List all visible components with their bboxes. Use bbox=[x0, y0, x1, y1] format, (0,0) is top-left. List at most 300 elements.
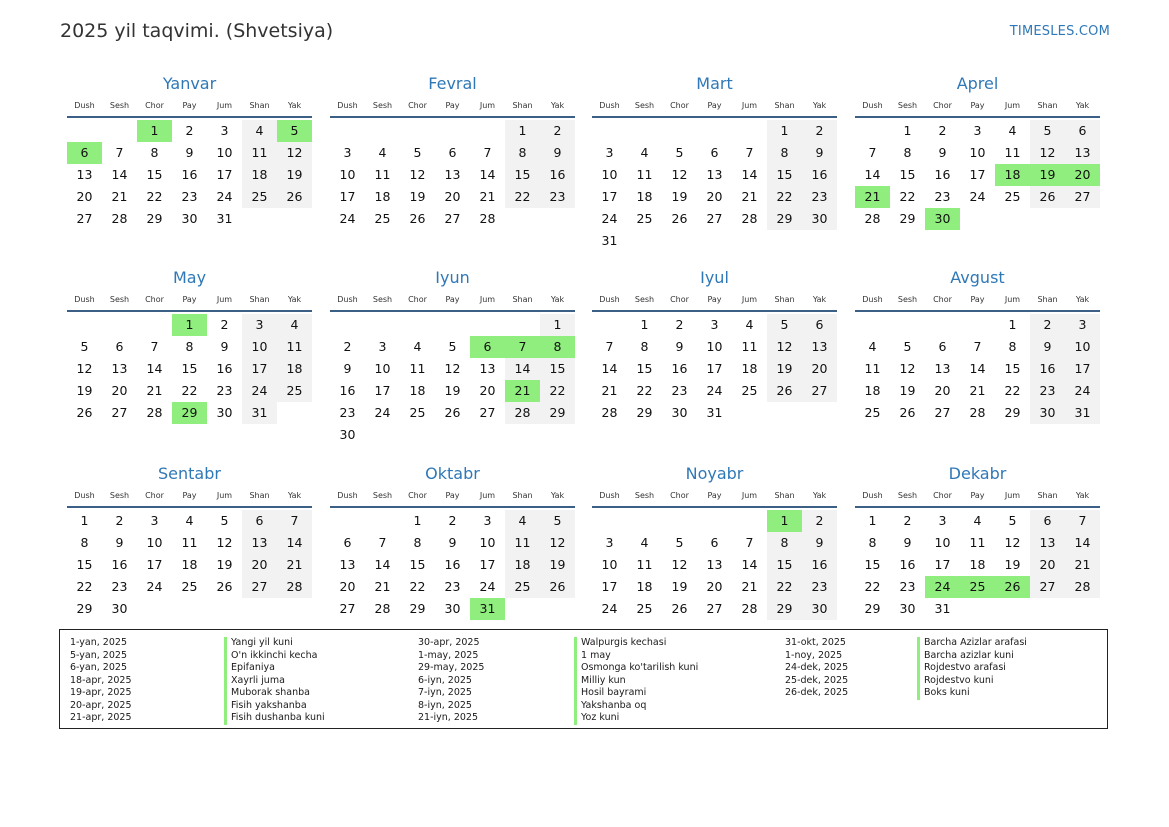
day-cell[interactable]: 21 bbox=[111, 189, 128, 204]
day-cell[interactable]: 27 bbox=[934, 405, 951, 420]
day-cell[interactable]: 31 bbox=[216, 211, 233, 226]
day-cell[interactable]: 28 bbox=[969, 405, 986, 420]
day-cell[interactable]: 27 bbox=[444, 211, 461, 226]
day-cell[interactable]: 26 bbox=[216, 579, 233, 594]
day-cell[interactable]: 12 bbox=[671, 557, 688, 572]
day-cell[interactable]: 7 bbox=[973, 339, 982, 354]
day-cell[interactable]: 5 bbox=[675, 535, 684, 550]
day-cell[interactable]: 12 bbox=[444, 361, 461, 376]
day-cell[interactable]: 9 bbox=[802, 532, 837, 554]
day-cell[interactable]: 25 bbox=[242, 186, 277, 208]
holiday-day-cell[interactable]: 25 bbox=[960, 576, 995, 598]
day-cell[interactable]: 4 bbox=[505, 510, 540, 532]
day-cell[interactable]: 10 bbox=[479, 535, 496, 550]
day-cell[interactable]: 30 bbox=[216, 405, 233, 420]
day-cell[interactable]: 12 bbox=[409, 167, 426, 182]
day-cell[interactable]: 26 bbox=[540, 576, 575, 598]
day-cell[interactable]: 6 bbox=[938, 339, 947, 354]
day-cell[interactable]: 27 bbox=[1065, 186, 1100, 208]
day-cell[interactable]: 8 bbox=[1008, 339, 1017, 354]
day-cell[interactable]: 9 bbox=[343, 361, 352, 376]
day-cell[interactable]: 7 bbox=[483, 145, 492, 160]
day-cell[interactable]: 27 bbox=[111, 405, 128, 420]
day-cell[interactable]: 2 bbox=[802, 510, 837, 532]
day-cell[interactable]: 7 bbox=[745, 145, 754, 160]
day-cell[interactable]: 3 bbox=[343, 145, 352, 160]
day-cell[interactable]: 16 bbox=[540, 164, 575, 186]
day-cell[interactable]: 24 bbox=[339, 211, 356, 226]
day-cell[interactable]: 9 bbox=[448, 535, 457, 550]
day-cell[interactable]: 13 bbox=[802, 336, 837, 358]
day-cell[interactable]: 20 bbox=[339, 579, 356, 594]
day-cell[interactable]: 16 bbox=[934, 167, 951, 182]
day-cell[interactable]: 23 bbox=[111, 579, 128, 594]
day-cell[interactable]: 11 bbox=[409, 361, 426, 376]
day-cell[interactable]: 22 bbox=[767, 186, 802, 208]
day-cell[interactable]: 29 bbox=[636, 405, 653, 420]
day-cell[interactable]: 2 bbox=[938, 123, 947, 138]
day-cell[interactable]: 22 bbox=[1004, 383, 1021, 398]
day-cell[interactable]: 5 bbox=[80, 339, 89, 354]
day-cell[interactable]: 1 bbox=[413, 513, 422, 528]
day-cell[interactable]: 4 bbox=[640, 535, 649, 550]
day-cell[interactable]: 8 bbox=[413, 535, 422, 550]
day-cell[interactable]: 19 bbox=[216, 557, 233, 572]
day-cell[interactable]: 14 bbox=[479, 167, 496, 182]
day-cell[interactable]: 28 bbox=[741, 211, 758, 226]
day-cell[interactable]: 15 bbox=[767, 554, 802, 576]
day-cell[interactable]: 21 bbox=[479, 189, 496, 204]
day-cell[interactable]: 2 bbox=[448, 513, 457, 528]
day-cell[interactable]: 18 bbox=[374, 189, 391, 204]
day-cell[interactable]: 28 bbox=[277, 576, 312, 598]
day-cell[interactable]: 13 bbox=[1065, 142, 1100, 164]
day-cell[interactable]: 22 bbox=[181, 383, 198, 398]
day-cell[interactable]: 25 bbox=[636, 601, 653, 616]
day-cell[interactable]: 12 bbox=[1030, 142, 1065, 164]
day-cell[interactable]: 1 bbox=[903, 123, 912, 138]
day-cell[interactable]: 8 bbox=[903, 145, 912, 160]
day-cell[interactable]: 30 bbox=[802, 208, 837, 230]
day-cell[interactable]: 13 bbox=[706, 167, 723, 182]
day-cell[interactable]: 15 bbox=[409, 557, 426, 572]
day-cell[interactable]: 24 bbox=[216, 189, 233, 204]
day-cell[interactable]: 6 bbox=[343, 535, 352, 550]
day-cell[interactable]: 16 bbox=[802, 164, 837, 186]
day-cell[interactable]: 4 bbox=[973, 513, 982, 528]
day-cell[interactable]: 1 bbox=[640, 317, 649, 332]
day-cell[interactable]: 11 bbox=[864, 361, 881, 376]
day-cell[interactable]: 24 bbox=[1065, 380, 1100, 402]
day-cell[interactable]: 16 bbox=[181, 167, 198, 182]
holiday-day-cell[interactable]: 8 bbox=[540, 336, 575, 358]
day-cell[interactable]: 20 bbox=[1030, 554, 1065, 576]
day-cell[interactable]: 31 bbox=[706, 405, 723, 420]
day-cell[interactable]: 23 bbox=[181, 189, 198, 204]
day-cell[interactable]: 27 bbox=[1030, 576, 1065, 598]
day-cell[interactable]: 30 bbox=[111, 601, 128, 616]
day-cell[interactable]: 10 bbox=[706, 339, 723, 354]
day-cell[interactable]: 12 bbox=[216, 535, 233, 550]
day-cell[interactable]: 14 bbox=[505, 358, 540, 380]
day-cell[interactable]: 19 bbox=[540, 554, 575, 576]
day-cell[interactable]: 10 bbox=[1065, 336, 1100, 358]
day-cell[interactable]: 18 bbox=[969, 557, 986, 572]
day-cell[interactable]: 28 bbox=[505, 402, 540, 424]
day-cell[interactable]: 20 bbox=[706, 189, 723, 204]
day-cell[interactable]: 29 bbox=[1004, 405, 1021, 420]
day-cell[interactable]: 30 bbox=[899, 601, 916, 616]
day-cell[interactable]: 12 bbox=[767, 336, 802, 358]
day-cell[interactable]: 15 bbox=[76, 557, 93, 572]
day-cell[interactable]: 23 bbox=[934, 189, 951, 204]
day-cell[interactable]: 24 bbox=[601, 211, 618, 226]
day-cell[interactable]: 3 bbox=[378, 339, 387, 354]
day-cell[interactable]: 5 bbox=[448, 339, 457, 354]
day-cell[interactable]: 14 bbox=[741, 557, 758, 572]
day-cell[interactable]: 4 bbox=[413, 339, 422, 354]
day-cell[interactable]: 1 bbox=[767, 120, 802, 142]
holiday-day-cell[interactable]: 21 bbox=[855, 186, 890, 208]
day-cell[interactable]: 13 bbox=[479, 361, 496, 376]
day-cell[interactable]: 2 bbox=[1030, 314, 1065, 336]
day-cell[interactable]: 29 bbox=[76, 601, 93, 616]
day-cell[interactable]: 22 bbox=[409, 579, 426, 594]
day-cell[interactable]: 17 bbox=[374, 383, 391, 398]
day-cell[interactable]: 25 bbox=[374, 211, 391, 226]
day-cell[interactable]: 1 bbox=[1008, 317, 1017, 332]
day-cell[interactable]: 10 bbox=[146, 535, 163, 550]
day-cell[interactable]: 18 bbox=[181, 557, 198, 572]
day-cell[interactable]: 9 bbox=[802, 142, 837, 164]
day-cell[interactable]: 12 bbox=[277, 142, 312, 164]
day-cell[interactable]: 25 bbox=[864, 405, 881, 420]
day-cell[interactable]: 29 bbox=[767, 598, 802, 620]
day-cell[interactable]: 30 bbox=[671, 405, 688, 420]
day-cell[interactable]: 8 bbox=[767, 532, 802, 554]
day-cell[interactable]: 3 bbox=[710, 317, 719, 332]
day-cell[interactable]: 2 bbox=[802, 120, 837, 142]
day-cell[interactable]: 26 bbox=[277, 186, 312, 208]
day-cell[interactable]: 25 bbox=[1004, 189, 1021, 204]
day-cell[interactable]: 27 bbox=[706, 211, 723, 226]
holiday-day-cell[interactable]: 7 bbox=[505, 336, 540, 358]
day-cell[interactable]: 10 bbox=[339, 167, 356, 182]
day-cell[interactable]: 9 bbox=[185, 145, 194, 160]
day-cell[interactable]: 21 bbox=[969, 383, 986, 398]
day-cell[interactable]: 5 bbox=[1008, 513, 1017, 528]
day-cell[interactable]: 17 bbox=[706, 361, 723, 376]
day-cell[interactable]: 13 bbox=[1030, 532, 1065, 554]
day-cell[interactable]: 6 bbox=[1030, 510, 1065, 532]
day-cell[interactable]: 8 bbox=[868, 535, 877, 550]
day-cell[interactable]: 31 bbox=[601, 233, 618, 248]
day-cell[interactable]: 18 bbox=[741, 361, 758, 376]
day-cell[interactable]: 9 bbox=[675, 339, 684, 354]
day-cell[interactable]: 21 bbox=[1065, 554, 1100, 576]
day-cell[interactable]: 28 bbox=[864, 211, 881, 226]
day-cell[interactable]: 14 bbox=[111, 167, 128, 182]
day-cell[interactable]: 30 bbox=[339, 427, 356, 442]
day-cell[interactable]: 21 bbox=[741, 189, 758, 204]
day-cell[interactable]: 20 bbox=[444, 189, 461, 204]
day-cell[interactable]: 12 bbox=[671, 167, 688, 182]
day-cell[interactable]: 16 bbox=[802, 554, 837, 576]
day-cell[interactable]: 15 bbox=[636, 361, 653, 376]
day-cell[interactable]: 25 bbox=[277, 380, 312, 402]
day-cell[interactable]: 14 bbox=[969, 361, 986, 376]
day-cell[interactable]: 7 bbox=[115, 145, 124, 160]
day-cell[interactable]: 17 bbox=[216, 167, 233, 182]
day-cell[interactable]: 11 bbox=[181, 535, 198, 550]
day-cell[interactable]: 13 bbox=[242, 532, 277, 554]
day-cell[interactable]: 29 bbox=[409, 601, 426, 616]
day-cell[interactable]: 3 bbox=[605, 535, 614, 550]
day-cell[interactable]: 4 bbox=[378, 145, 387, 160]
day-cell[interactable]: 25 bbox=[741, 383, 758, 398]
day-cell[interactable]: 20 bbox=[934, 383, 951, 398]
day-cell[interactable]: 28 bbox=[111, 211, 128, 226]
holiday-day-cell[interactable]: 31 bbox=[470, 598, 505, 620]
day-cell[interactable]: 16 bbox=[111, 557, 128, 572]
day-cell[interactable]: 9 bbox=[903, 535, 912, 550]
day-cell[interactable]: 20 bbox=[111, 383, 128, 398]
day-cell[interactable]: 9 bbox=[540, 142, 575, 164]
day-cell[interactable]: 5 bbox=[675, 145, 684, 160]
day-cell[interactable]: 4 bbox=[185, 513, 194, 528]
day-cell[interactable]: 18 bbox=[277, 358, 312, 380]
day-cell[interactable]: 3 bbox=[483, 513, 492, 528]
holiday-day-cell[interactable]: 1 bbox=[137, 120, 172, 142]
day-cell[interactable]: 18 bbox=[864, 383, 881, 398]
day-cell[interactable]: 24 bbox=[146, 579, 163, 594]
day-cell[interactable]: 28 bbox=[601, 405, 618, 420]
day-cell[interactable]: 26 bbox=[1030, 186, 1065, 208]
day-cell[interactable]: 7 bbox=[277, 510, 312, 532]
day-cell[interactable]: 27 bbox=[479, 405, 496, 420]
day-cell[interactable]: 23 bbox=[802, 186, 837, 208]
day-cell[interactable]: 23 bbox=[339, 405, 356, 420]
day-cell[interactable]: 15 bbox=[540, 358, 575, 380]
day-cell[interactable]: 20 bbox=[802, 358, 837, 380]
holiday-day-cell[interactable]: 24 bbox=[925, 576, 960, 598]
day-cell[interactable]: 14 bbox=[146, 361, 163, 376]
day-cell[interactable]: 18 bbox=[636, 189, 653, 204]
day-cell[interactable]: 25 bbox=[636, 211, 653, 226]
day-cell[interactable]: 10 bbox=[934, 535, 951, 550]
day-cell[interactable]: 1 bbox=[868, 513, 877, 528]
day-cell[interactable]: 23 bbox=[802, 576, 837, 598]
day-cell[interactable]: 24 bbox=[479, 579, 496, 594]
day-cell[interactable]: 11 bbox=[1004, 145, 1021, 160]
day-cell[interactable]: 20 bbox=[706, 579, 723, 594]
day-cell[interactable]: 24 bbox=[706, 383, 723, 398]
day-cell[interactable]: 21 bbox=[374, 579, 391, 594]
day-cell[interactable]: 16 bbox=[671, 361, 688, 376]
day-cell[interactable]: 11 bbox=[741, 339, 758, 354]
day-cell[interactable]: 15 bbox=[864, 557, 881, 572]
day-cell[interactable]: 5 bbox=[1030, 120, 1065, 142]
day-cell[interactable]: 6 bbox=[242, 510, 277, 532]
day-cell[interactable]: 19 bbox=[444, 383, 461, 398]
day-cell[interactable]: 17 bbox=[969, 167, 986, 182]
day-cell[interactable]: 22 bbox=[540, 380, 575, 402]
day-cell[interactable]: 17 bbox=[1065, 358, 1100, 380]
day-cell[interactable]: 27 bbox=[339, 601, 356, 616]
day-cell[interactable]: 30 bbox=[444, 601, 461, 616]
day-cell[interactable]: 18 bbox=[636, 579, 653, 594]
day-cell[interactable]: 26 bbox=[767, 380, 802, 402]
day-cell[interactable]: 7 bbox=[868, 145, 877, 160]
day-cell[interactable]: 4 bbox=[745, 317, 754, 332]
day-cell[interactable]: 23 bbox=[540, 186, 575, 208]
day-cell[interactable]: 11 bbox=[242, 142, 277, 164]
day-cell[interactable]: 27 bbox=[706, 601, 723, 616]
day-cell[interactable]: 24 bbox=[601, 601, 618, 616]
day-cell[interactable]: 5 bbox=[220, 513, 229, 528]
day-cell[interactable]: 19 bbox=[409, 189, 426, 204]
day-cell[interactable]: 17 bbox=[242, 358, 277, 380]
day-cell[interactable]: 21 bbox=[741, 579, 758, 594]
day-cell[interactable]: 4 bbox=[1008, 123, 1017, 138]
day-cell[interactable]: 13 bbox=[934, 361, 951, 376]
day-cell[interactable]: 17 bbox=[601, 579, 618, 594]
day-cell[interactable]: 2 bbox=[115, 513, 124, 528]
day-cell[interactable]: 14 bbox=[864, 167, 881, 182]
day-cell[interactable]: 19 bbox=[899, 383, 916, 398]
holiday-day-cell[interactable]: 19 bbox=[1030, 164, 1065, 186]
day-cell[interactable]: 10 bbox=[601, 557, 618, 572]
day-cell[interactable]: 4 bbox=[868, 339, 877, 354]
day-cell[interactable]: 26 bbox=[76, 405, 93, 420]
day-cell[interactable]: 5 bbox=[903, 339, 912, 354]
day-cell[interactable]: 18 bbox=[409, 383, 426, 398]
day-cell[interactable]: 8 bbox=[767, 142, 802, 164]
day-cell[interactable]: 13 bbox=[111, 361, 128, 376]
day-cell[interactable]: 14 bbox=[374, 557, 391, 572]
day-cell[interactable]: 2 bbox=[903, 513, 912, 528]
day-cell[interactable]: 20 bbox=[242, 554, 277, 576]
day-cell[interactable]: 3 bbox=[973, 123, 982, 138]
day-cell[interactable]: 31 bbox=[242, 402, 277, 424]
day-cell[interactable]: 4 bbox=[242, 120, 277, 142]
day-cell[interactable]: 23 bbox=[671, 383, 688, 398]
holiday-day-cell[interactable]: 1 bbox=[767, 510, 802, 532]
site-logo-link[interactable]: TIMESLES.COM bbox=[1009, 24, 1110, 39]
day-cell[interactable]: 2 bbox=[540, 120, 575, 142]
holiday-day-cell[interactable]: 21 bbox=[505, 380, 540, 402]
day-cell[interactable]: 15 bbox=[1004, 361, 1021, 376]
day-cell[interactable]: 22 bbox=[146, 189, 163, 204]
day-cell[interactable]: 11 bbox=[969, 535, 986, 550]
day-cell[interactable]: 21 bbox=[601, 383, 618, 398]
day-cell[interactable]: 11 bbox=[636, 167, 653, 182]
day-cell[interactable]: 28 bbox=[1065, 576, 1100, 598]
day-cell[interactable]: 11 bbox=[277, 336, 312, 358]
day-cell[interactable]: 6 bbox=[802, 314, 837, 336]
day-cell[interactable]: 6 bbox=[1065, 120, 1100, 142]
holiday-day-cell[interactable]: 26 bbox=[995, 576, 1030, 598]
day-cell[interactable]: 11 bbox=[505, 532, 540, 554]
day-cell[interactable]: 10 bbox=[601, 167, 618, 182]
day-cell[interactable]: 19 bbox=[1004, 557, 1021, 572]
day-cell[interactable]: 8 bbox=[80, 535, 89, 550]
day-cell[interactable]: 15 bbox=[181, 361, 198, 376]
day-cell[interactable]: 26 bbox=[899, 405, 916, 420]
day-cell[interactable]: 10 bbox=[374, 361, 391, 376]
day-cell[interactable]: 3 bbox=[1065, 314, 1100, 336]
day-cell[interactable]: 4 bbox=[640, 145, 649, 160]
day-cell[interactable]: 2 bbox=[675, 317, 684, 332]
day-cell[interactable]: 7 bbox=[605, 339, 614, 354]
day-cell[interactable]: 27 bbox=[76, 211, 93, 226]
day-cell[interactable]: 15 bbox=[899, 167, 916, 182]
day-cell[interactable]: 22 bbox=[899, 189, 916, 204]
day-cell[interactable]: 23 bbox=[1030, 380, 1065, 402]
day-cell[interactable]: 29 bbox=[899, 211, 916, 226]
day-cell[interactable]: 19 bbox=[767, 358, 802, 380]
day-cell[interactable]: 13 bbox=[444, 167, 461, 182]
day-cell[interactable]: 22 bbox=[864, 579, 881, 594]
day-cell[interactable]: 3 bbox=[605, 145, 614, 160]
day-cell[interactable]: 12 bbox=[540, 532, 575, 554]
day-cell[interactable]: 9 bbox=[938, 145, 947, 160]
day-cell[interactable]: 17 bbox=[934, 557, 951, 572]
day-cell[interactable]: 17 bbox=[146, 557, 163, 572]
day-cell[interactable]: 28 bbox=[741, 601, 758, 616]
day-cell[interactable]: 18 bbox=[242, 164, 277, 186]
day-cell[interactable]: 26 bbox=[671, 601, 688, 616]
day-cell[interactable]: 14 bbox=[741, 167, 758, 182]
day-cell[interactable]: 24 bbox=[374, 405, 391, 420]
day-cell[interactable]: 25 bbox=[409, 405, 426, 420]
day-cell[interactable]: 12 bbox=[76, 361, 93, 376]
day-cell[interactable]: 6 bbox=[448, 145, 457, 160]
day-cell[interactable]: 6 bbox=[710, 145, 719, 160]
day-cell[interactable]: 16 bbox=[444, 557, 461, 572]
day-cell[interactable]: 3 bbox=[938, 513, 947, 528]
day-cell[interactable]: 8 bbox=[640, 339, 649, 354]
day-cell[interactable]: 11 bbox=[374, 167, 391, 182]
day-cell[interactable]: 30 bbox=[802, 598, 837, 620]
holiday-day-cell[interactable]: 18 bbox=[995, 164, 1030, 186]
holiday-day-cell[interactable]: 30 bbox=[925, 208, 960, 230]
holiday-day-cell[interactable]: 29 bbox=[172, 402, 207, 424]
day-cell[interactable]: 9 bbox=[115, 535, 124, 550]
day-cell[interactable]: 26 bbox=[444, 405, 461, 420]
day-cell[interactable]: 22 bbox=[76, 579, 93, 594]
day-cell[interactable]: 2 bbox=[185, 123, 194, 138]
day-cell[interactable]: 13 bbox=[76, 167, 93, 182]
day-cell[interactable]: 20 bbox=[76, 189, 93, 204]
day-cell[interactable]: 24 bbox=[969, 189, 986, 204]
day-cell[interactable]: 21 bbox=[277, 554, 312, 576]
day-cell[interactable]: 22 bbox=[767, 576, 802, 598]
day-cell[interactable]: 28 bbox=[146, 405, 163, 420]
day-cell[interactable]: 14 bbox=[601, 361, 618, 376]
day-cell[interactable]: 13 bbox=[706, 557, 723, 572]
holiday-day-cell[interactable]: 1 bbox=[172, 314, 207, 336]
day-cell[interactable]: 20 bbox=[479, 383, 496, 398]
day-cell[interactable]: 3 bbox=[220, 123, 229, 138]
day-cell[interactable]: 14 bbox=[277, 532, 312, 554]
day-cell[interactable]: 15 bbox=[146, 167, 163, 182]
day-cell[interactable]: 1 bbox=[540, 314, 575, 336]
day-cell[interactable]: 13 bbox=[339, 557, 356, 572]
day-cell[interactable]: 7 bbox=[150, 339, 159, 354]
day-cell[interactable]: 11 bbox=[636, 557, 653, 572]
day-cell[interactable]: 17 bbox=[479, 557, 496, 572]
